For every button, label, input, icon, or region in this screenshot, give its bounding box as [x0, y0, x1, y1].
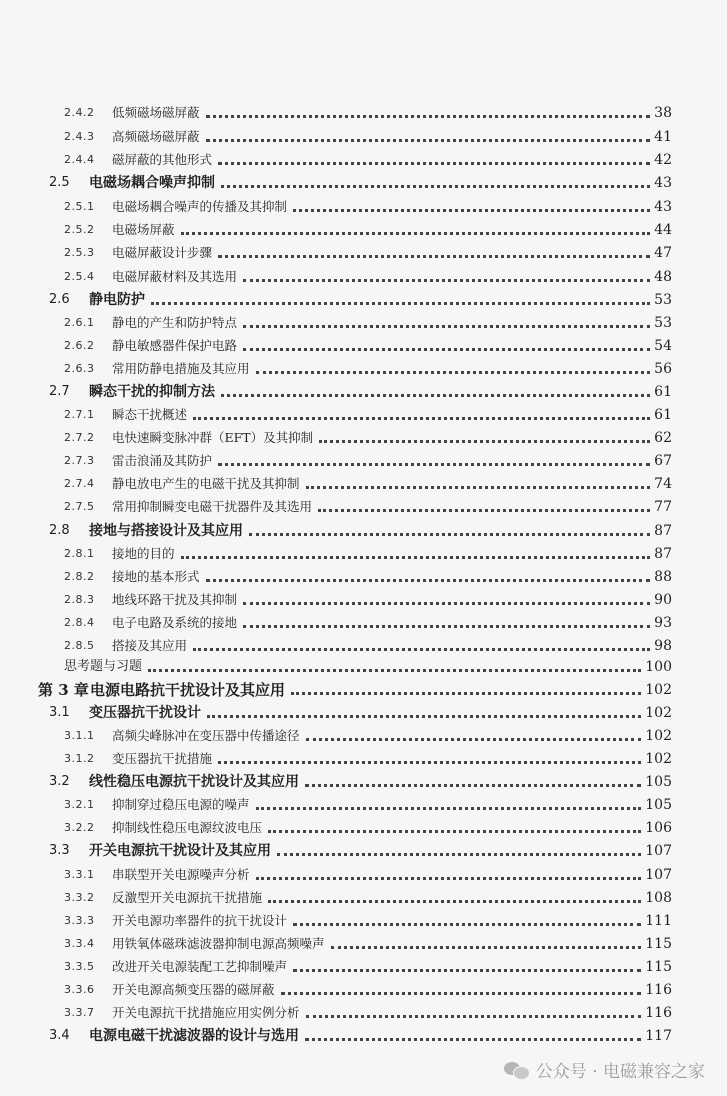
dot-leader: [249, 523, 650, 536]
toc-entry: [64, 792, 672, 814]
dot-leader: [268, 820, 641, 833]
toc-entry-title: 静电敏感器件保护电路: [112, 338, 238, 353]
dot-leader: [293, 959, 641, 972]
toc-entry-page: 67: [654, 453, 672, 469]
dot-leader: [306, 728, 642, 741]
dot-leader: [206, 129, 651, 142]
toc-entry: [64, 977, 672, 999]
toc-entry-page: 56: [654, 361, 672, 377]
toc-entry-title: 静电放电产生的电磁干扰及其抑制: [112, 476, 300, 491]
toc-entry-title: 低频磁场磁屏蔽: [112, 105, 200, 120]
dot-leader: [331, 936, 642, 949]
toc-entry: [64, 815, 672, 837]
toc-entry-page: 116: [645, 1005, 672, 1021]
toc-entry-title: 高频尖峰脉冲在变压器中传播途径: [112, 728, 300, 743]
toc-entry-number: 2.4.2: [64, 106, 95, 119]
toc-entry-page: 105: [645, 774, 672, 790]
toc-entry: [64, 471, 672, 493]
dot-leader: [193, 638, 650, 651]
dot-leader: [243, 315, 650, 328]
toc-entry-page: 87: [654, 523, 672, 539]
dot-leader: [148, 659, 641, 672]
toc-entry-number: 2.5.2: [64, 223, 95, 236]
toc-entry-page: 77: [654, 499, 672, 515]
toc-entry-page: 74: [654, 476, 672, 492]
toc-entry-number: 3.3.1: [64, 868, 95, 881]
toc-entry-number: 第 3 章: [38, 681, 89, 699]
toc-entry: [64, 862, 672, 884]
watermark: [504, 1057, 705, 1082]
toc-entry-title: 接地的目的: [112, 546, 175, 561]
toc-entry-page: 38: [654, 105, 672, 121]
toc-entry: [64, 633, 672, 655]
toc-entry: [64, 264, 672, 286]
toc-entry-page: 42: [654, 152, 672, 168]
toc-entry-title: 接地的基本形式: [112, 569, 200, 584]
toc-entry-title: 电磁场耦合噪声的传播及其抑制: [112, 199, 288, 214]
toc-entry-title: 开关电源功率器件的抗干扰设计: [112, 913, 288, 928]
toc-entry-number: 2.8.3: [64, 593, 95, 606]
toc-entry: [64, 124, 672, 146]
toc-entry: [64, 217, 672, 239]
toc-entry-title: 开关电源抗干扰设计及其应用: [89, 843, 271, 859]
toc-entry-number: 2.4.3: [64, 130, 95, 143]
toc-entry-page: 88: [654, 569, 672, 585]
dot-leader: [291, 682, 641, 695]
toc-entry-number: 2.5: [49, 175, 70, 190]
dot-leader: [277, 843, 641, 856]
toc-entry-number: 3.3.2: [64, 891, 95, 904]
dot-leader: [256, 797, 642, 810]
toc-entry-title: 搭接及其应用: [112, 638, 188, 653]
toc-entry-number: 3.3.3: [64, 914, 95, 927]
toc-entry-number: 2.5.3: [64, 246, 95, 259]
toc-entry-number: 3.4: [49, 1028, 70, 1043]
toc-entry: [64, 1000, 672, 1022]
dot-leader: [243, 615, 650, 628]
toc-entry-page: 105: [645, 797, 672, 813]
toc-entry-page: 90: [654, 592, 672, 608]
toc-entry: [64, 194, 672, 216]
dot-leader: [221, 175, 650, 188]
dot-leader: [206, 569, 651, 582]
toc-entry-page: 116: [645, 982, 672, 998]
toc-entry-page: 93: [654, 615, 672, 631]
toc-entry-number: 3.3.5: [64, 960, 95, 973]
toc-entry: [49, 769, 672, 791]
toc-entry-page: 47: [654, 245, 672, 261]
toc-entry-title: 电源电磁干扰滤波器的设计与选用: [89, 1028, 299, 1044]
dot-leader: [268, 890, 641, 903]
toc-entry-title: 抑制穿过稳压电源的噪声: [112, 797, 250, 812]
toc-entry-number: 2.8.2: [64, 570, 95, 583]
toc-entry: [64, 425, 672, 447]
toc-entry: [64, 541, 672, 563]
toc-entry-title: 开关电源高频变压器的磁屏蔽: [112, 982, 275, 997]
toc-entry-title: 常用防静电措施及其应用: [112, 361, 250, 376]
toc-entry-title: 接地与搭接设计及其应用: [89, 523, 243, 539]
toc-entry-title: 雷击浪涌及其防护: [112, 453, 213, 468]
toc-entry-page: 62: [654, 430, 672, 446]
dot-leader: [151, 292, 650, 305]
toc-entry-page: 43: [654, 199, 672, 215]
toc-entry-title: 地线环路干扰及其抑制: [112, 592, 238, 607]
toc-entry-title: 变压器抗干扰设计: [89, 705, 201, 721]
toc-entry-title: 常用抑制瞬变电磁干扰器件及其选用: [112, 499, 313, 514]
toc-entry-page: 102: [645, 682, 672, 698]
toc-entry-page: 41: [654, 129, 672, 145]
toc-entry: [64, 908, 672, 930]
toc-entry-page: 111: [645, 913, 672, 929]
toc-entry: [49, 287, 672, 309]
toc-entry: [49, 700, 672, 722]
toc-entry-number: 2.6: [49, 292, 70, 307]
toc-entry-number: 2.7.4: [64, 477, 95, 490]
toc-entry: [64, 402, 672, 424]
toc-entry-title: 串联型开关电源噪声分析: [112, 867, 250, 882]
toc-entry-number: 2.8.5: [64, 639, 95, 652]
toc-entry-number: 2.7: [49, 384, 70, 399]
toc-entry: [64, 448, 672, 470]
toc-entry-number: 2.5.1: [64, 200, 95, 213]
toc-entry-number: 3.3.6: [64, 983, 95, 996]
dot-leader: [306, 476, 651, 489]
toc-entry-title: 抑制线性稳压电源纹波电压: [112, 820, 263, 835]
dot-leader: [319, 430, 650, 443]
toc-entry: [64, 494, 672, 516]
toc-entry-number: 2.6.1: [64, 316, 95, 329]
toc-entry-page: 108: [645, 890, 672, 906]
toc-entry-title: 电磁屏蔽设计步骤: [112, 245, 213, 260]
toc-entry-page: 61: [654, 407, 672, 423]
toc-entry-title: 电磁屏蔽材料及其选用: [112, 269, 238, 284]
toc-entry-page: 54: [654, 338, 672, 354]
toc-entry-number: 3.3: [49, 843, 70, 858]
toc-entry-page: 44: [654, 222, 672, 238]
toc-entry-title: 线性稳压电源抗干扰设计及其应用: [89, 774, 299, 790]
toc-entry: [64, 954, 672, 976]
dot-leader: [293, 199, 650, 212]
toc-entry: [64, 746, 672, 768]
toc-entry-page: 53: [654, 315, 672, 331]
toc-entry-title: 反激型开关电源抗干扰措施: [112, 890, 263, 905]
dot-leader: [293, 913, 641, 926]
toc-entry: [64, 885, 672, 907]
toc-entry-page: 98: [654, 638, 672, 654]
toc-entry-title: 电磁场屏蔽: [112, 222, 175, 237]
toc-entry-page: 100: [645, 659, 672, 675]
toc-entry-page: 43: [654, 175, 672, 191]
toc-entry-page: 107: [645, 843, 672, 859]
toc-entry-title: 电源电路抗干扰设计及其应用: [90, 681, 286, 699]
toc-entry-page: 107: [645, 867, 672, 883]
dot-leader: [256, 867, 642, 880]
dot-leader: [218, 453, 650, 466]
toc-entry-page: 48: [654, 269, 672, 285]
toc-entry-page: 102: [645, 705, 672, 721]
toc-entry-page: 106: [645, 820, 672, 836]
toc-entry-page: 115: [645, 959, 672, 975]
toc-entry-number: 3.1.2: [64, 752, 95, 765]
toc-entry-page: 102: [645, 751, 672, 767]
toc-entry: [64, 931, 672, 953]
toc-entry-title: 用铁氧体磁珠滤波器抑制电源高频噪声: [112, 936, 325, 951]
toc-entry-number: 3.2.2: [64, 821, 95, 834]
toc-entry-title: 思考题与习题: [64, 659, 143, 674]
toc-entry: [64, 723, 672, 745]
toc-entry-title: 静电防护: [89, 292, 145, 308]
toc-entry: [64, 654, 672, 676]
toc-entry-number: 2.8.4: [64, 616, 95, 629]
wechat-icon: [504, 1060, 528, 1080]
watermark-text: 公众号 · 电磁兼容之家: [535, 1062, 705, 1082]
toc-entry-title: 高频磁场磁屏蔽: [112, 129, 200, 144]
toc-entry-number: 2.6.2: [64, 339, 95, 352]
toc-entry: [49, 518, 672, 540]
toc-entry-number: 2.7.2: [64, 431, 95, 444]
toc-entry: [64, 310, 672, 332]
toc-entry-title: 电快速瞬变脉冲群（EFT）及其抑制: [112, 430, 314, 445]
toc-entry-number: 2.5.4: [64, 270, 95, 283]
toc-entry-title: 瞬态干扰的抑制方法: [89, 384, 215, 400]
toc-entry-number: 3.3.4: [64, 937, 95, 950]
toc-entry: [64, 100, 672, 122]
toc-entry-title: 开关电源抗干扰措施应用实例分析: [112, 1005, 300, 1020]
toc-entry: [64, 240, 672, 262]
dot-leader: [207, 705, 641, 718]
toc-entry-number: 2.8.1: [64, 547, 95, 560]
toc-entry: [64, 333, 672, 355]
toc-entry-page: 117: [645, 1028, 672, 1044]
dot-leader: [218, 245, 650, 258]
toc-entry: [64, 587, 672, 609]
toc-entry: [49, 170, 672, 192]
dot-leader: [206, 105, 651, 118]
dot-leader: [181, 546, 651, 559]
dot-leader: [281, 982, 642, 995]
toc-entry-number: 3.3.7: [64, 1006, 95, 1019]
toc-entry-title: 改进开关电源装配工艺抑制噪声: [112, 959, 288, 974]
dot-leader: [181, 222, 651, 235]
toc-entry: [49, 1023, 672, 1045]
toc-entry-number: 3.2: [49, 774, 70, 789]
dot-leader: [306, 1005, 642, 1018]
toc-entry-page: 115: [645, 936, 672, 952]
toc-entry-number: 3.1: [49, 705, 70, 720]
dot-leader: [256, 361, 651, 374]
toc-entry: [49, 379, 672, 401]
dot-leader: [318, 499, 650, 512]
dot-leader: [243, 338, 650, 351]
dot-leader: [218, 152, 650, 165]
toc-entry-number: 2.7.5: [64, 500, 95, 513]
dot-leader: [305, 774, 641, 787]
toc-entry-page: 87: [654, 546, 672, 562]
toc-entry-title: 变压器抗干扰措施: [112, 751, 213, 766]
toc-entry-title: 电磁场耦合噪声抑制: [89, 175, 215, 191]
toc-entry-page: 53: [654, 292, 672, 308]
dot-leader: [221, 384, 650, 397]
toc-entry: [64, 610, 672, 632]
toc-entry-number: 2.7.1: [64, 408, 95, 421]
toc-entry-number: 2.6.3: [64, 362, 95, 375]
toc-entry-number: 3.2.1: [64, 798, 95, 811]
dot-leader: [305, 1028, 641, 1041]
toc-entry-number: 2.4.4: [64, 153, 95, 166]
toc-entry-number: 2.8: [49, 523, 70, 538]
toc-entry: [64, 356, 672, 378]
toc-entry-number: 2.7.3: [64, 454, 95, 467]
toc-entry-title: 静电的产生和防护特点: [112, 315, 238, 330]
toc-entry-number: 3.1.1: [64, 729, 95, 742]
toc-entry: [38, 677, 672, 699]
toc-entry-title: 瞬态干扰概述: [112, 407, 188, 422]
dot-leader: [218, 751, 641, 764]
dot-leader: [243, 592, 650, 605]
toc-entry: [64, 147, 672, 169]
toc-entry-page: 61: [654, 384, 672, 400]
toc-entry: [49, 838, 672, 860]
toc-entry-page: 102: [645, 728, 672, 744]
toc-entry-title: 磁屏蔽的其他形式: [112, 152, 213, 167]
toc-entry-title: 电子电路及系统的接地: [112, 615, 238, 630]
dot-leader: [243, 269, 650, 282]
toc-entry: [64, 564, 672, 586]
dot-leader: [193, 407, 650, 420]
